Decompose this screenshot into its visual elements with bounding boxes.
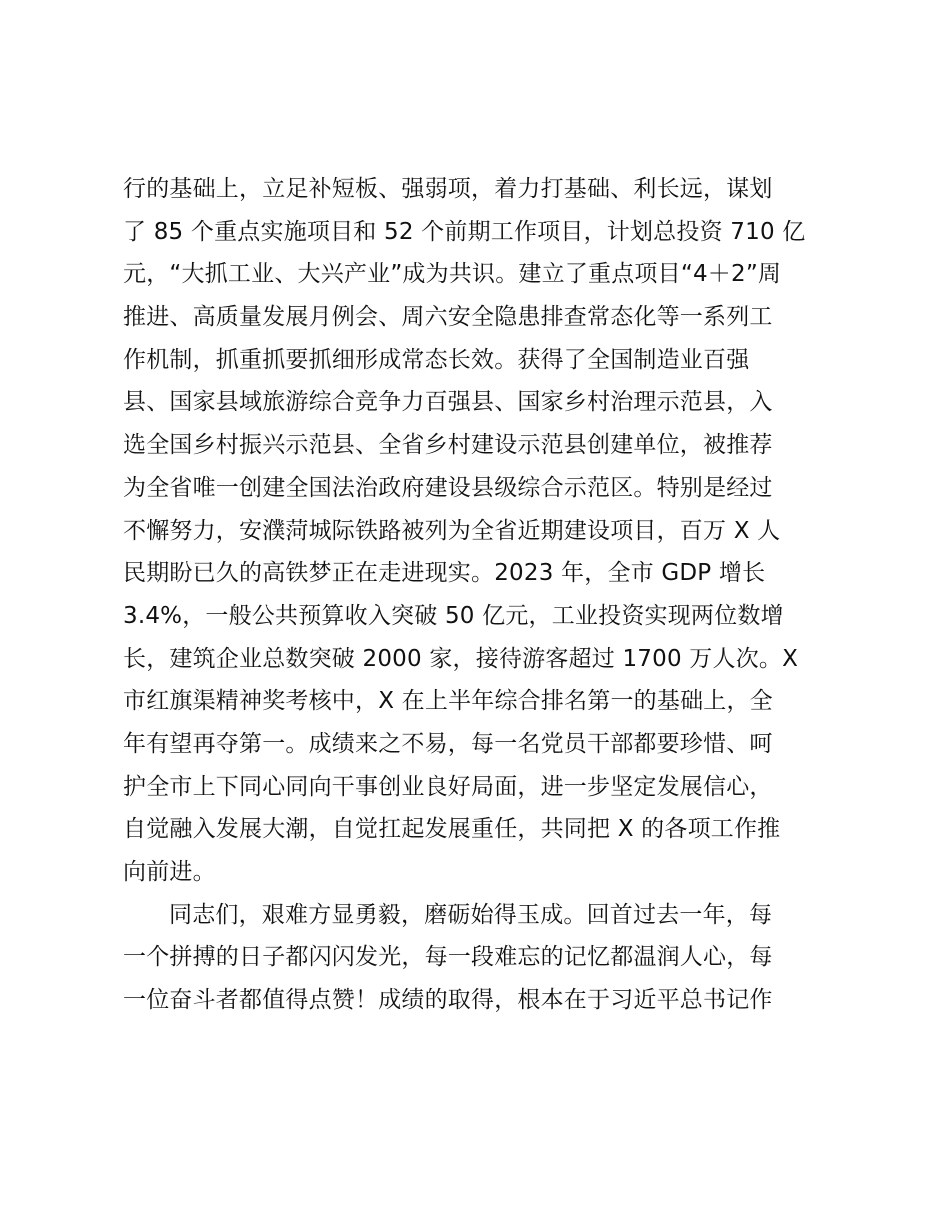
text-line: 作机制，抓重抓要抓细形成常态长效。获得了全国制造业百强 <box>123 346 750 373</box>
text-line: 元，“大抓工业、大兴产业”成为共识。建立了重点项目“4＋2”周 <box>123 261 782 288</box>
text-line: 3.4%，一般公共预算收入突破 50 亿元，工业投资实现两位数增 <box>123 602 784 629</box>
text-line: 推进、高质量发展月例会、周六安全隐患排查常态化等一系列工 <box>123 304 773 331</box>
text-line: 向前进。 <box>123 859 216 885</box>
text-line: 选全国乡村振兴示范县、全省乡村建设示范县创建单位，被推荐 <box>123 432 773 459</box>
text-line: 年有望再夺第一。成绩来之不易，每一名党员干部都要珍惜、呵 <box>123 730 773 757</box>
text-line: 了 85 个重点实施项目和 52 个前期工作项目，计划总投资 710 亿 <box>123 218 806 245</box>
text-line: 不懈努力，安濮菏城际铁路被列为全省近期建设项目，百万 X 人 <box>123 517 781 544</box>
text-line: 一位奋斗者都值得点赞！成绩的取得，根本在于习近平总书记作 <box>123 987 773 1014</box>
text-line: 行的基础上，立足补短板、强弱项，着力打基础、利长远，谋划 <box>123 176 773 202</box>
text-line: 自觉融入发展大潮，自觉扛起发展重任，共同把 X 的各项工作推 <box>123 816 781 843</box>
text-line: 民期盼已久的高铁梦正在走进现实。2023 年，全市 GDP 增长 <box>123 560 766 587</box>
paragraph-first-line: 同志们，艰难方显勇毅，磨砺始得玉成。回首过去一年，每 <box>169 901 773 928</box>
text-line: 市红旗渠精神奖考核中，X 在上半年综合排名第一的基础上，全 <box>123 688 773 715</box>
text-line: 护全市上下同心同向干事创业良好局面，进一步坚定发展信心， <box>123 773 773 800</box>
text-line: 长，建筑企业总数突破 2000 家，接待游客超过 1700 万人次。X <box>123 645 799 672</box>
text-line: 县、国家县域旅游综合竞争力百强县、国家乡村治理示范县，入 <box>123 389 773 416</box>
text-line: 为全省唯一创建全国法治政府建设县级综合示范区。特别是经过 <box>123 474 773 501</box>
text-line: 一个拼搏的日子都闪闪发光，每一段难忘的记忆都温润人心，每 <box>123 944 773 971</box>
body-text <box>123 168 843 1022</box>
